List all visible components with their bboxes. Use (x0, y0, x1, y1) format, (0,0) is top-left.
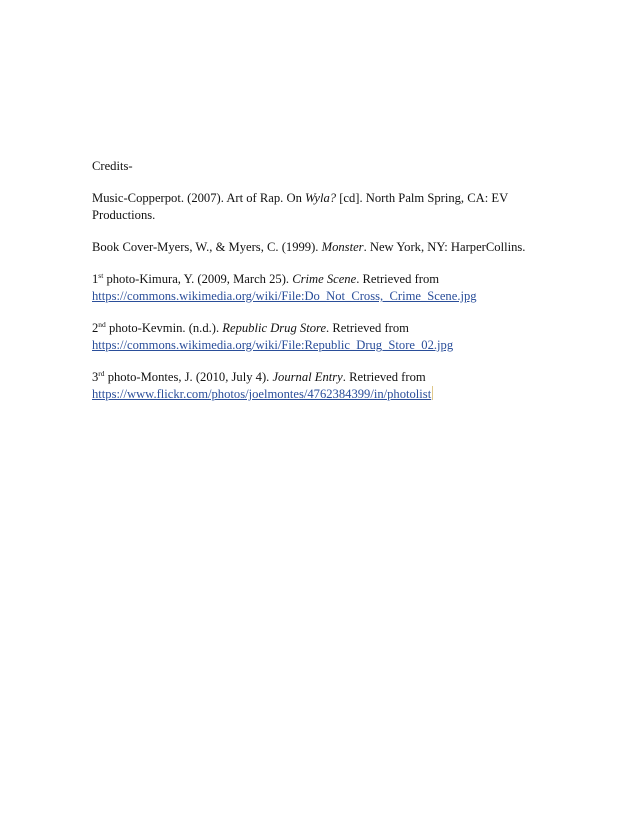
photo-2-link[interactable]: https://commons.wikimedia.org/wiki/File:Republic_Drug_Store_02.jpg (92, 338, 454, 352)
book-citation-suffix: . New York, NY: HarperCollins. (363, 240, 526, 254)
book-title: Monster (321, 240, 364, 254)
photo-3-ordinal: rd (98, 369, 105, 378)
photo-1-number: 1 (92, 272, 99, 286)
photo-citation-1 (92, 271, 562, 305)
photo-1-prefix: photo-Kimura, Y. (2009, March 25). (103, 272, 293, 286)
photo-3-title: Journal Entry (272, 370, 343, 384)
music-citation-suffix: [cd]. North Palm Spring, CA: EV (336, 191, 509, 205)
photo-1-link[interactable]: https://commons.wikimedia.org/wiki/File:Do_Not_Cross,_Crime_Scene.jpg (92, 289, 477, 303)
photo-2-number: 2 (92, 321, 99, 335)
photo-3-number: 3 (92, 370, 99, 384)
photo-citation-2 (92, 320, 562, 354)
photo-2-prefix: photo-Kevmin. (n.d.). (105, 321, 223, 335)
photo-3-prefix: photo-Montes, J. (2010, July 4). (104, 370, 273, 384)
photo-citation-3 (92, 369, 562, 403)
text-cursor (432, 386, 434, 400)
photo-2-title: Republic Drug Store (222, 321, 327, 335)
photo-3-link[interactable]: https://www.flickr.com/photos/joelmontes/4762384399/in/photolist (92, 387, 432, 401)
photo-2-suffix: . Retrieved from (326, 321, 409, 335)
credits-content (92, 158, 562, 418)
photo-1-ordinal: st (98, 271, 104, 280)
music-citation-line2: Productions. (92, 208, 156, 222)
photo-1-suffix: . Retrieved from (356, 272, 440, 286)
credits-heading: Credits- (92, 159, 133, 173)
music-citation (92, 190, 562, 224)
book-citation (92, 239, 562, 256)
photo-2-ordinal: nd (98, 320, 106, 329)
photo-3-suffix: . Retrieved from (342, 370, 426, 384)
book-citation-prefix: Book Cover-Myers, W., & Myers, C. (1999). (92, 240, 322, 254)
music-album-title: Wyla? (305, 191, 337, 205)
photo-1-title: Crime Scene (292, 272, 357, 286)
music-citation-prefix: Music-Copperpot. (2007). Art of Rap. On (92, 191, 306, 205)
